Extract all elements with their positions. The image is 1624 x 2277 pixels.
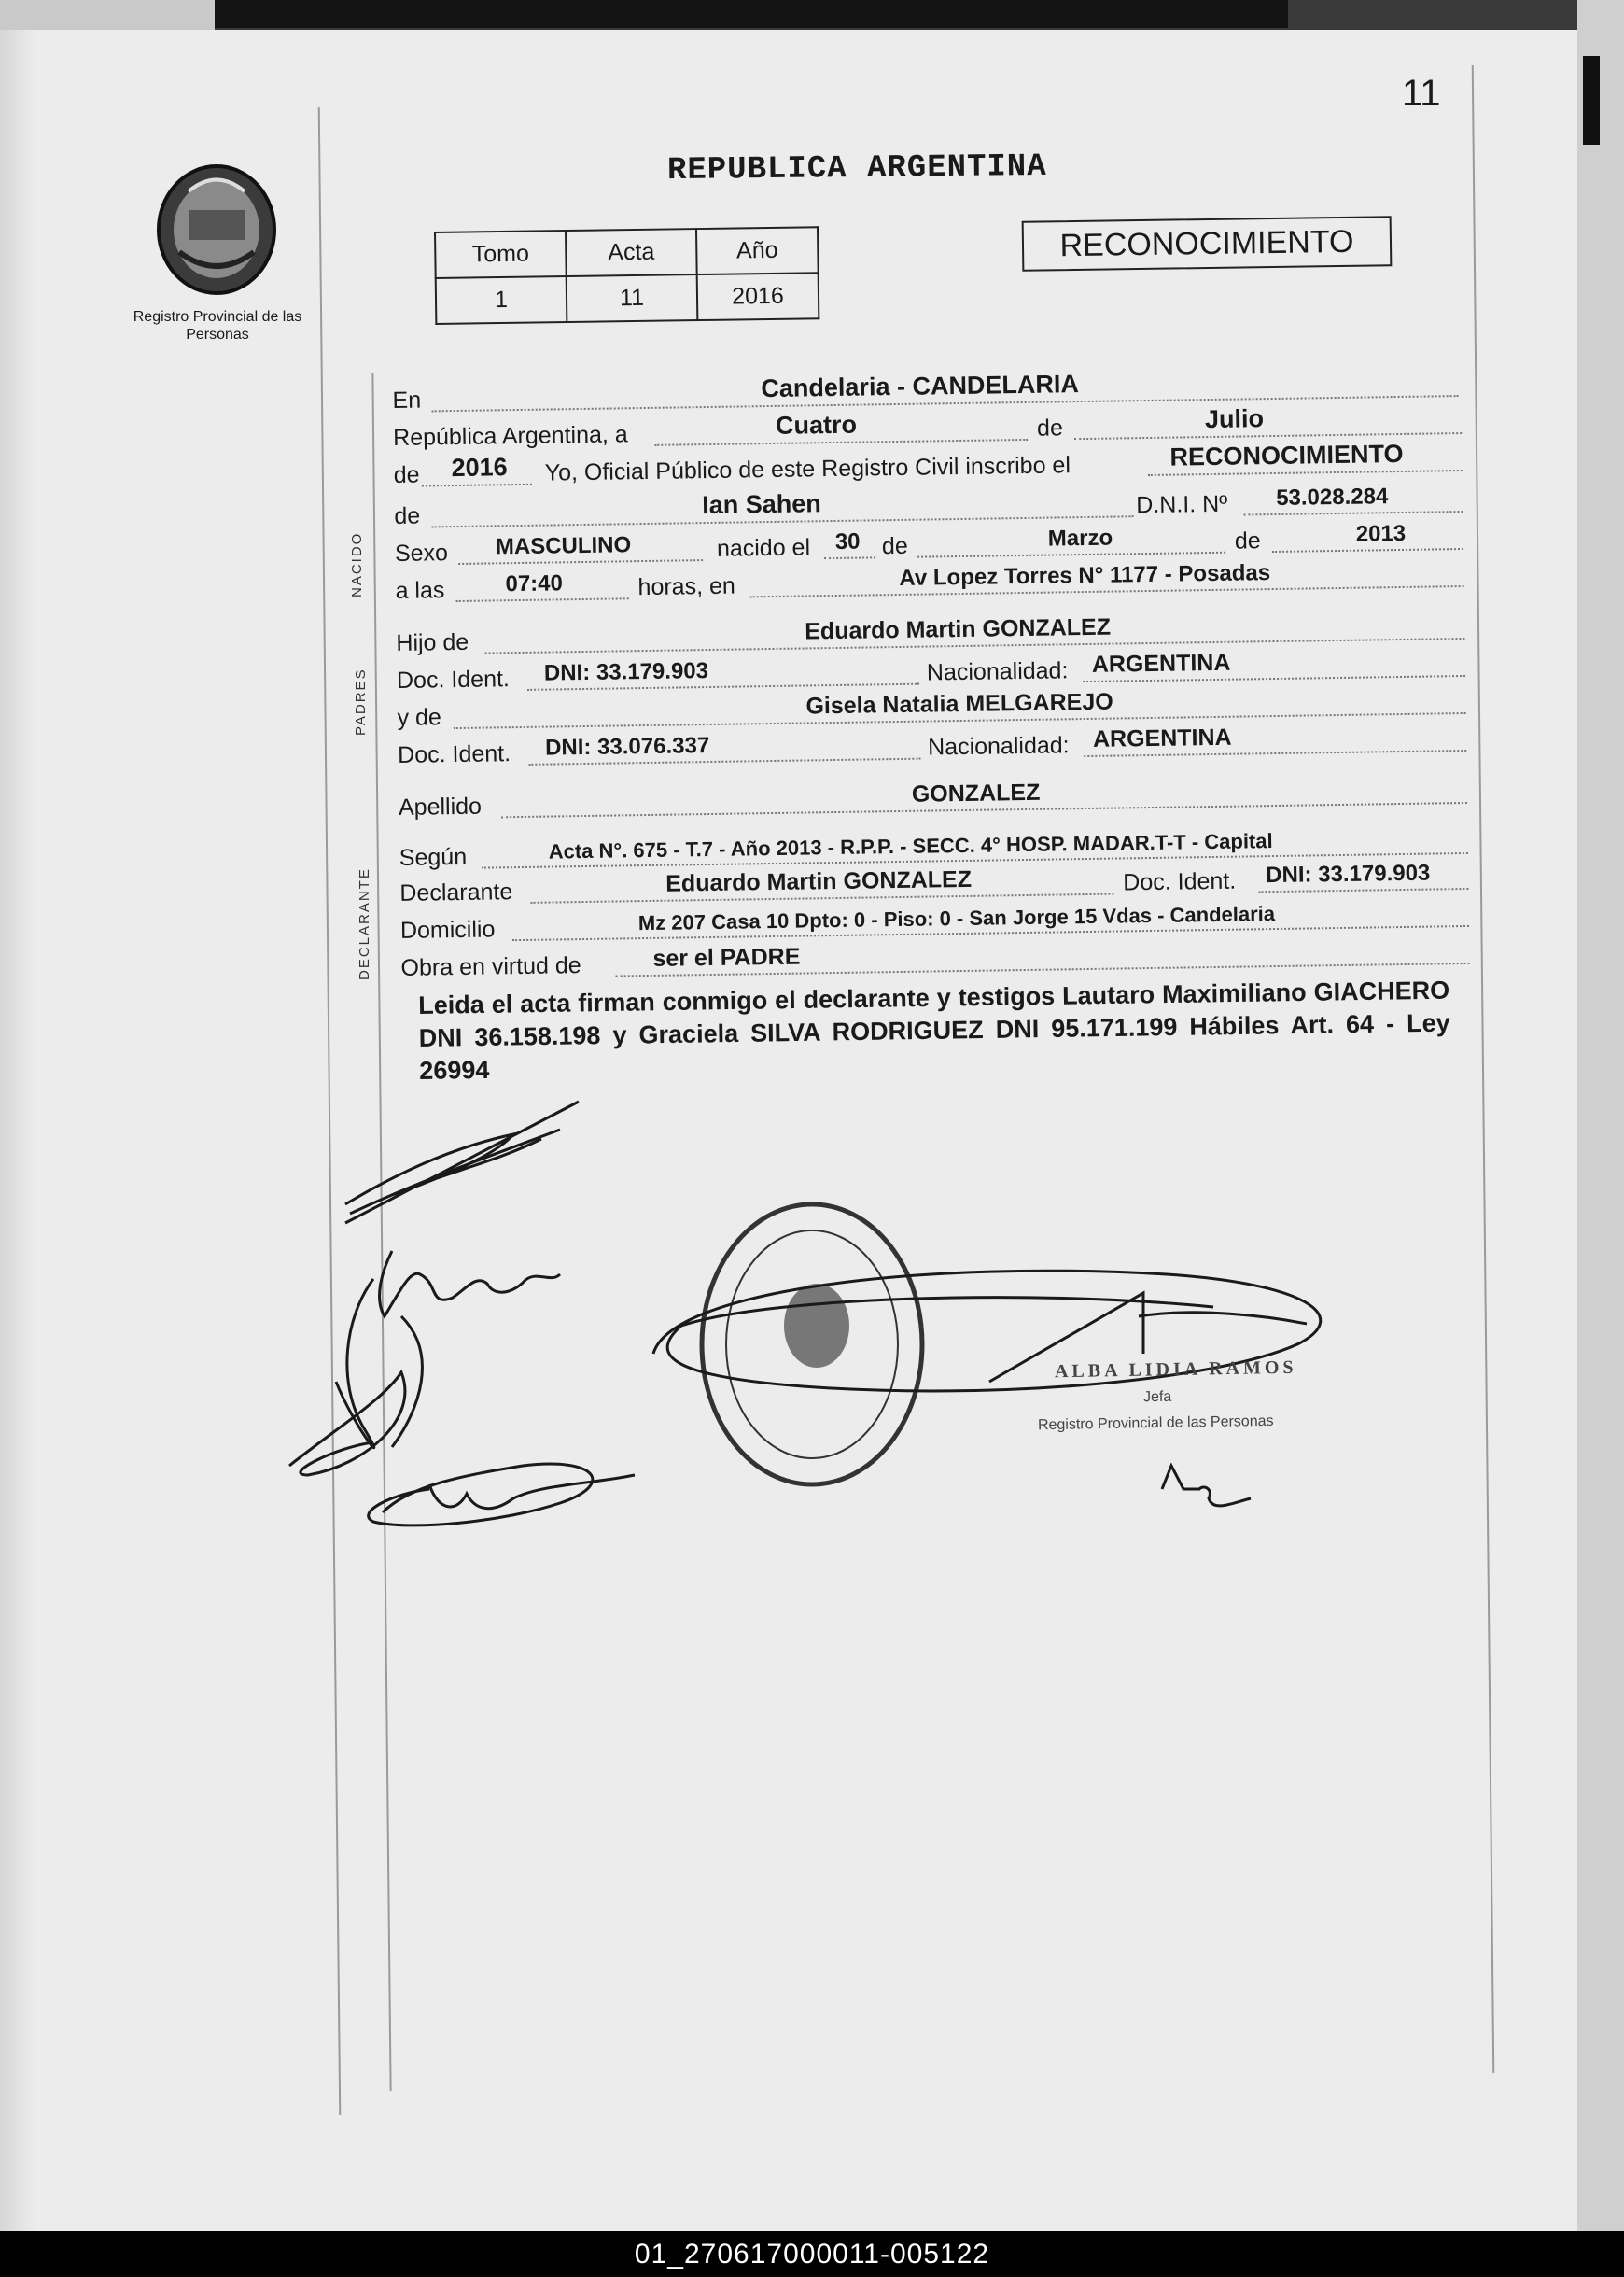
label-republica: República Argentina, a — [392, 421, 628, 451]
label-y-de: y de — [397, 704, 442, 731]
value-declarant-name: Eduardo Martin GONZALEZ — [665, 865, 973, 897]
value-month: Julio — [1204, 404, 1265, 434]
label-dni: D.N.I. Nº — [1136, 490, 1228, 519]
label-de-birth-month: de — [881, 532, 908, 560]
provincial-seal-icon — [151, 159, 282, 299]
value-child-name: Ian Sahen — [702, 489, 822, 520]
label-domicilio: Domicilio — [399, 916, 496, 944]
closing-statement: Leida el acta firman conmigo el declarante y testigos Lautaro Maximiliano GIACHERO DNI 36.158.198 y Graciela SILVA RODRIGUEZ DNI 95.171.199 Hábiles Art. 64 - Ley 26994 — [418, 976, 1450, 1085]
ref-header-acta: Acta — [566, 229, 697, 276]
value-mother-nationality: ARGENTINA — [1092, 724, 1232, 752]
label-en: En — [392, 387, 422, 414]
value-year: 2016 — [451, 453, 508, 483]
value-obra: ser el PADRE — [652, 943, 801, 972]
label-a-las: a las — [395, 577, 445, 604]
label-inscribo: Yo, Oficial Público de este Registro Civil inscribo el — [544, 452, 1071, 486]
value-mother-dni: DNI: 33.076.337 — [544, 732, 710, 761]
label-de-month: de — [1036, 415, 1064, 442]
label-declarant-doc: Doc. Ident. — [1123, 867, 1237, 896]
value-birth-year: 2013 — [1355, 520, 1407, 547]
country-title: REPUBLICA ARGENTINA — [666, 148, 1047, 190]
stamp-office: Registro Provincial de las Personas — [1037, 1413, 1274, 1434]
value-father-name: Eduardo Martin GONZALEZ — [805, 613, 1112, 645]
label-nat-father: Nacionalidad: — [926, 657, 1069, 686]
ref-header-ano: Año — [696, 227, 819, 274]
value-address: Mz 207 Casa 10 Dpto: 0 - Piso: 0 - San Jorge 15 Vdas - Candelaria — [637, 902, 1276, 935]
value-birth-time: 07:40 — [505, 570, 564, 597]
ref-value-tomo: 1 — [436, 276, 567, 324]
ref-value-acta: 11 — [567, 274, 698, 322]
value-child-dni: 53.028.284 — [1276, 484, 1389, 511]
stamp-role: Jefa — [1142, 1388, 1172, 1406]
document-type-box: RECONOCIMIENTO — [1022, 216, 1393, 272]
ref-header-tomo: Tomo — [435, 231, 567, 278]
value-birth-day: 30 — [834, 528, 861, 555]
label-segun: Según — [399, 843, 468, 871]
label-de-birth-year: de — [1234, 527, 1261, 555]
label-apellido: Apellido — [398, 793, 483, 821]
registry-name: Registro Provincial de las Personas — [133, 309, 302, 343]
signatures-area — [280, 1074, 1400, 1559]
scan-top-shadow — [215, 0, 1288, 28]
page-number: 11 — [1402, 73, 1441, 114]
value-declarant-dni: DNI: 33.179.903 — [1265, 860, 1431, 889]
label-hijo-de: Hijo de — [396, 628, 469, 656]
value-act: RECONOCIMIENTO — [1169, 439, 1404, 471]
label-sexo: Sexo — [394, 540, 449, 567]
binder-tab — [1583, 56, 1600, 145]
value-segun: Acta N°. 675 - T.7 - Año 2013 - R.P.P. - SECC. 4° HOSP. MADAR.T-T - Capital — [548, 829, 1273, 864]
label-declarante: Declarante — [399, 878, 513, 907]
label-de-year: de — [393, 461, 420, 488]
label-nacido-el: nacido el — [716, 534, 811, 562]
side-label-declarante: DECLARANTE — [357, 867, 372, 980]
value-place: Candelaria - CANDELARIA — [761, 370, 1080, 403]
label-doc-father: Doc. Ident. — [396, 666, 511, 694]
value-day: Cuatro — [775, 410, 858, 440]
value-surname: GONZALEZ — [911, 779, 1041, 808]
value-birth-month: Marzo — [1047, 525, 1113, 552]
ref-value-ano: 2016 — [697, 273, 819, 320]
value-father-dni: DNI: 33.179.903 — [543, 658, 709, 686]
label-nat-mother: Nacionalidad: — [927, 732, 1070, 761]
value-birth-place: Av Lopez Torres N° 1177 - Posadas — [899, 560, 1271, 591]
value-mother-name: Gisela Natalia MELGAREJO — [805, 688, 1113, 720]
stamp-name: ALBA LIDIA RAMOS — [1054, 1356, 1297, 1383]
label-horas-en: horas, en — [637, 572, 735, 601]
page-left-shade — [0, 30, 35, 2231]
reference-table — [434, 226, 819, 325]
label-obra: Obra en virtud de — [400, 952, 581, 981]
scan-filename-caption: 01_270617000011-005122 — [0, 2231, 1624, 2277]
label-doc-mother: Doc. Ident. — [397, 740, 511, 768]
value-father-nationality: ARGENTINA — [1091, 649, 1231, 678]
side-label-padres: PADRES — [353, 668, 369, 736]
label-de-name: de — [394, 502, 421, 529]
value-sex: MASCULINO — [495, 532, 632, 560]
side-label-nacido: NACIDO — [349, 531, 365, 597]
scan-right-edge — [1577, 0, 1624, 2231]
